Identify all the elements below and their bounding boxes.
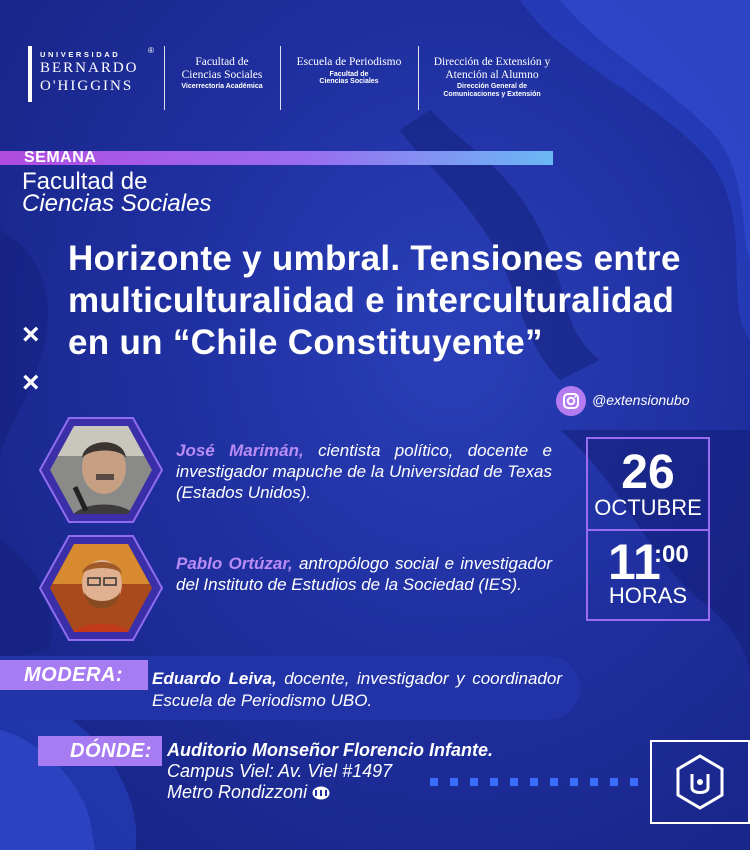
logo-bar [28, 46, 32, 102]
location-address: Campus Viel: Av. Viel #1497 [167, 761, 393, 781]
logo-line3: O'HIGGINS [40, 78, 134, 94]
location-venue: Auditorio Monseñor Florencio Infante. [167, 740, 493, 760]
header-divider [280, 46, 281, 110]
moderator-description: docente, investigador y coordinador Escuela de Periodismo UBO. [152, 669, 562, 710]
x-mark-icon: × [22, 366, 40, 399]
event-minutes: :00 [654, 541, 689, 568]
ubo-corner-logo [650, 740, 750, 824]
metro-icon [312, 786, 330, 800]
dotted-divider [430, 778, 640, 788]
header-block-title: Facultad de [195, 56, 249, 68]
semana-label: SEMANA [24, 149, 97, 166]
speaker-1-name: José Marimán, [176, 441, 304, 460]
x-mark-icon: × [22, 318, 40, 351]
event-hour: 11 [608, 534, 661, 590]
header-block-subtitle: Dirección General de [456, 83, 528, 91]
faculty-line1: Facultad de [22, 168, 148, 195]
speaker-photo-1 [38, 416, 164, 524]
event-day: 26 [621, 446, 675, 499]
location-metro-text: Metro Rondizzoni [167, 782, 308, 802]
location-metro [167, 782, 330, 803]
moderator-label: MODERA: [24, 664, 124, 686]
header-block-faculty [170, 56, 274, 91]
hours-label: HORAS [608, 583, 688, 608]
speaker-1-text [176, 440, 552, 503]
logo-line2: BERNARDO [40, 60, 139, 76]
header-block-subtitle-2: Comunicaciones y Extensión [443, 90, 541, 98]
speaker-2-name: Pablo Ortúzar, [176, 554, 293, 573]
speaker-photo-2 [38, 534, 164, 642]
date-box [586, 437, 710, 531]
registered-mark: ® [148, 46, 154, 55]
faculty-line2: Ciencias Sociales [22, 190, 212, 217]
header-block-title-2: Atención al Alumno [445, 68, 539, 81]
header-block-subtitle: Facultad de [329, 70, 369, 78]
instagram-icon[interactable] [556, 386, 586, 416]
header-block-title-2: Ciencias Sociales [181, 68, 263, 81]
location-label: DÓNDE: [70, 740, 152, 762]
moderator-name: Eduardo Leiva, [152, 669, 277, 688]
speaker-2-description: antropólogo social e investigador del Instituto de Estudios de la Sociedad (IES). [176, 554, 552, 594]
logo-line1: UNIVERSIDAD [40, 50, 121, 59]
time-box [586, 531, 710, 621]
header-block-extension [424, 56, 560, 99]
header-block-subtitle: Vicerrectoría Académica [181, 83, 263, 91]
instagram-handle[interactable]: @extensionubo [592, 392, 690, 408]
header-block-subtitle-2: Ciencias Sociales [319, 78, 379, 86]
event-title: Horizonte y umbral. Tensiones entre multiculturalidad e interculturalidad en un “Chile Constituyente” [68, 239, 681, 362]
header-block-title: Escuela de Periodismo [296, 56, 402, 68]
header-divider [418, 46, 419, 110]
header-block-school [286, 56, 412, 86]
speaker-2-text [176, 553, 552, 595]
ubo-hex-icon [652, 742, 748, 822]
event-month: OCTUBRE [594, 495, 702, 520]
university-logo [28, 44, 158, 104]
instagram-glyph [556, 386, 586, 416]
moderator-text [152, 668, 562, 712]
header-block-title: Dirección de Extensión y [433, 56, 551, 68]
speaker-1-description: cientista político, docente e investigador mapuche de la Universidad de Texas (Estados Unidos). [176, 441, 553, 502]
header-divider [164, 46, 165, 110]
